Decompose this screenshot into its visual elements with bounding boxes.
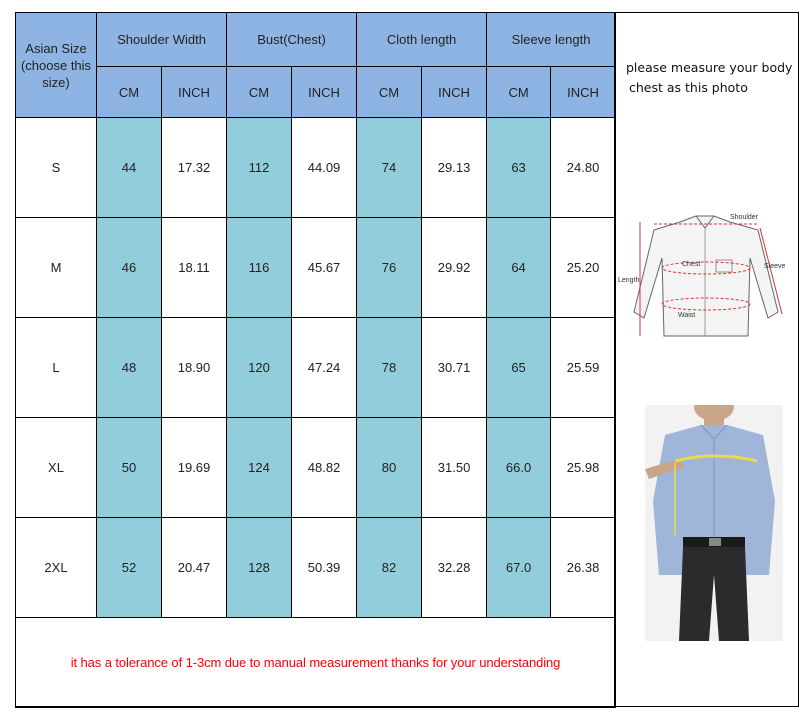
table-cell: 25.20 (551, 218, 616, 318)
unit-inch: INCH (162, 67, 227, 118)
shoulder-width-header: Shoulder Width (97, 13, 227, 67)
table-row (16, 518, 616, 618)
table-cell: 44 (97, 118, 162, 218)
unit-inch: INCH (292, 67, 357, 118)
table-cell: 29.92 (422, 218, 487, 318)
table-row (16, 218, 616, 318)
table-cell: 63 (487, 118, 551, 218)
table-row (16, 418, 616, 518)
table-cell: 30.71 (422, 318, 487, 418)
table-cell: 18.11 (162, 218, 227, 318)
sleeve-label: Sleeve (764, 263, 786, 270)
cloth-length-header: Cloth length (357, 13, 487, 67)
table-cell: 18.90 (162, 318, 227, 418)
table-cell: 48 (97, 318, 162, 418)
table-cell: 50.39 (292, 518, 357, 618)
size-label: XL (16, 418, 97, 518)
shoulder-label: Shoulder (730, 214, 759, 221)
table-cell: 46 (97, 218, 162, 318)
tolerance-note: it has a tolerance of 1-3cm due to manual measurement thanks for your understanding (16, 618, 616, 708)
unit-cm: CM (487, 67, 551, 118)
model-measurement-photo (645, 405, 783, 641)
unit-cm: CM (357, 67, 422, 118)
bust-chest-header: Bust(Chest) (227, 13, 357, 67)
table-cell: 17.32 (162, 118, 227, 218)
size-label: S (16, 118, 97, 218)
column-divider (614, 12, 615, 707)
table-cell: 45.67 (292, 218, 357, 318)
table-cell: 78 (357, 318, 422, 418)
sleeve-length-header: Sleeve length (487, 13, 616, 67)
size-label: M (16, 218, 97, 318)
table-cell: 25.59 (551, 318, 616, 418)
table-cell: 124 (227, 418, 292, 518)
size-label: L (16, 318, 97, 418)
asian-size-header: Asian Size (choose this size) (16, 13, 97, 118)
unit-inch: INCH (551, 67, 616, 118)
unit-cm: CM (97, 67, 162, 118)
table-cell: 32.28 (422, 518, 487, 618)
table-cell: 19.69 (162, 418, 227, 518)
table-cell: 64 (487, 218, 551, 318)
instruction-line-2: chest as this photo (629, 80, 748, 95)
length-label: Length (618, 277, 640, 284)
table-cell: 112 (227, 118, 292, 218)
table-cell: 48.82 (292, 418, 357, 518)
table-row (16, 118, 616, 218)
unit-cm: CM (227, 67, 292, 118)
instruction-line-1: please measure your body (626, 60, 793, 75)
table-cell: 120 (227, 318, 292, 418)
table-cell: 74 (357, 118, 422, 218)
table-cell: 50 (97, 418, 162, 518)
table-cell: 67.0 (487, 518, 551, 618)
table-cell: 65 (487, 318, 551, 418)
size-label: 2XL (16, 518, 97, 618)
table-cell: 76 (357, 218, 422, 318)
table-cell: 26.38 (551, 518, 616, 618)
table-cell: 47.24 (292, 318, 357, 418)
measure-instruction (626, 58, 796, 98)
waist-label: Waist (678, 312, 696, 319)
table-cell: 66.0 (487, 418, 551, 518)
unit-inch: INCH (422, 67, 487, 118)
table-cell: 31.50 (422, 418, 487, 518)
table-cell: 116 (227, 218, 292, 318)
table-cell: 20.47 (162, 518, 227, 618)
table-cell: 24.80 (551, 118, 616, 218)
table-cell: 29.13 (422, 118, 487, 218)
table-cell: 52 (97, 518, 162, 618)
chest-label: Chest (682, 261, 701, 268)
table-cell: 80 (357, 418, 422, 518)
shirt-measurement-diagram (618, 208, 790, 344)
size-chart-table (15, 12, 616, 708)
table-cell: 82 (357, 518, 422, 618)
table-cell: 128 (227, 518, 292, 618)
table-cell: 25.98 (551, 418, 616, 518)
table-cell: 44.09 (292, 118, 357, 218)
table-row (16, 318, 616, 418)
